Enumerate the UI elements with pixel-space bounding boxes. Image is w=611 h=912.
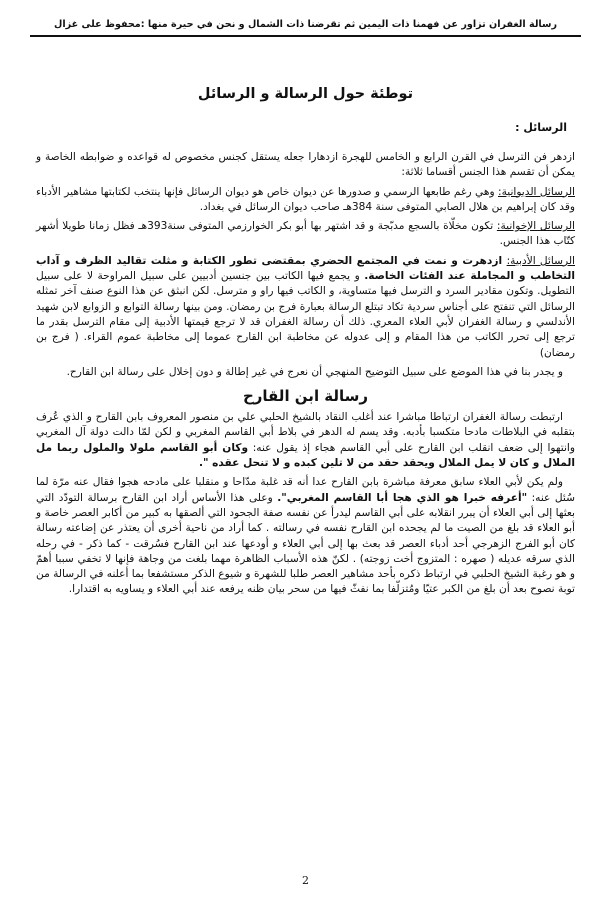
paragraph-text: ارتبطت رسالة الغفران ارتباطا مباشرا عند أغلب النقاد بالشيخ الحلبي علي بن منصور المعروف بابن القارح و الذي عُرف بتقلبه في البلاطات مادحا متكسبا بأدبه. وقد يسم له الدهر في بلاط أبي القاسم المغربي و لكن لمّا دالت دولة آل المغربي وانتهوا إلى ضعف انقلب ابن القارح على أبي القاسم هجاء إذ يقول عنه: — [36, 411, 575, 454]
paragraph-text: و يجدر بنا في هذا الموضع على سبيل التوضيح المنهجي أن نعرج في غير إطالة و دون إخلال على رسالة ابن القارح. — [66, 365, 563, 378]
paragraph-lead: الرسائل الديوانية: — [498, 185, 575, 198]
section-label: الرسائل : — [515, 121, 567, 134]
paragraph-text: تكون مخلّاة بالسجع مدبّجة و قد اشتهر بها أبو بكر الخوارزمي المتوفى سنة393هـ فظل زمانا طويلا أشهر كتّاب هذا الجنس. — [36, 220, 575, 248]
header-rule — [30, 35, 581, 37]
page-number: 2 — [302, 874, 309, 887]
paragraph-bold: "أعرفه خبرا هو الذي هجا أبا القاسم المغربي". — [277, 491, 528, 504]
paragraph-text: و يجمع فيها الكاتب بين جنسين أدبيين على سبيل المراوحة لا على سبيل التطويل. وتكون مقادير السرد و الترسل فيها متساوية، و الكاتب فيها راو و مترسل. لكن انبثق عن هذا النوع صنف آخر تمثله الرسائل التي تنفتح على أجناس سردية تكاد تبتلع الرسالة بعبارة فرج بن رمضان. ومن بينها رسالة التوابع و الزوابع لابن شهيد الأندلسي و رسالة الغفران لأبي العلاء المعري. ذلك أن رسالة الغفران قد لا ترجع قيمتها الأدبية إلى مقام الترسل بقدر ما ترجع إلى تحرر الكاتب من هذا المقام و إلى عدوله عن مخاطبة ابن القارح عموما إلى مخاطبة عموم القراء. ( فرج بن رمضان) — [36, 270, 575, 359]
paragraph-intro — [36, 150, 575, 181]
paragraph-bold: ازدهرت و نمت في المجتمع الحضري بمقتضى تطور الكتابة و مثلت تقاليد الظرف و آداب التخاطب و المجاملة عند الفئات الخاصة. — [36, 254, 575, 283]
body-text — [36, 150, 575, 602]
paragraph-transition — [36, 365, 575, 380]
running-header: رسالة الغفران تزاور عن فهمنا ذات اليمين ثم تقرضنا ذات الشمال و نحن في حيرة منها :محفوظ على غزال — [54, 19, 557, 30]
paragraph-adabi — [36, 254, 575, 361]
paragraph-lead: الرسائل الأدبية: — [506, 254, 576, 267]
paragraph-ibn-qarih-2 — [36, 475, 575, 597]
paragraph-text: وعلى هذا الأساس أراد ابن القارح برسالة التودّد التي بعثها إلى أبي العلاء أن يبرر انقلابه على أبي القاسم ليدرأ عن نفسه صفة الجحود التي ألصقها به كبير من أكابر العصر خاصة و أبو العلاء قد بلغ من الصيت ما لم يجحده ابن القارح نفسه في رسالته . كما أراد من ناحية أخرى أن يعتذر عن إضاعته رسالة كان أبو الفرج الزهرجي أحد أدباء العصر قد بعث بها إلى أبي العلاء و أودعها عند ابن القارح فسُرقت - كما ذكر - في رحله الذي سرقه عديله ( صهره : المتزوج أخت زوجته) . لكنّ هذه الأسباب الظاهرة مهما بلغت من وجاهة فإنها لا تخفي سببا أهمّ و هو رغبة الشيخ الحلبي في ارتباط ذكره بأحد مشاهير العصر طلبا للشهرة و شيوع الذكر مستشفعا بما أعلنه في الرسالة من توبة نصوح بعد أن بلغ من الكبر عتيّا ومُتزلّفا بما نفثّ فيها من سحر بيان ظنه يرفعه عند أبي العلاء و يساويه به اقتدارا. — [36, 491, 575, 596]
paragraph-ibn-qarih-1 — [36, 410, 575, 471]
paragraph-text: ازدهر فن الترسل في القرن الرابع و الخامس للهجرة ازدهارا جعله يستقل كجنس مخصوص له قواعده و ضوابطه الخاصة و يمكن أن تقسم هذا الجنس أقساما ثلاثة: — [36, 151, 575, 179]
paragraph-text: وهي رغم طابعها الرسمي و صدورها عن ديوان خاص هو ديوان الرسائل فإنها ينتخب لكتابتها مشاهير الأدباء وقد كان إبراهيم بن هلال الصابي المتوفى سنة 384هـ صاحب ديوان الرسائل في بغداد. — [36, 185, 575, 213]
paragraph-ikhwani — [36, 219, 575, 250]
paragraph-lead: الرسائل الإخوانية: — [496, 220, 576, 233]
paragraph-text: ولم يكن لأبي العلاء سابق معرفة مباشرة بابن القارح عدا أنه قد غلبة مدّاحا و منقلبا على مادحه هجوا فقال عنه مرّة لما سُئل عنه: — [36, 476, 575, 504]
paragraph-bold: وكان أبو القاسم ملولا والملول ربما مل الملال و كان لا يمل الملال ويحقد حقد من لا تلين كبده و لا تنحل عقده ". — [36, 441, 575, 470]
section-subtitle: رسالة ابن القارح — [242, 387, 369, 406]
page-title: توطئة حول الرسالة و الرسائل — [197, 86, 414, 102]
paragraph-diwani — [36, 185, 575, 216]
